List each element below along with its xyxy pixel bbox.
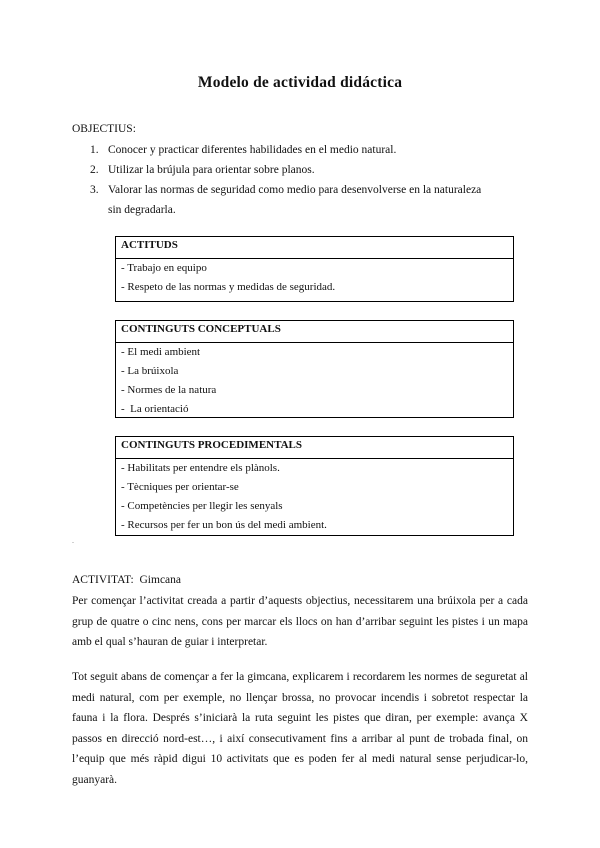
table-row: - Respeto de las normas y medidas de seguridad. (121, 281, 336, 293)
table-row: - La orientació (121, 403, 189, 415)
stray-mark: . (72, 536, 74, 545)
list-item (90, 160, 490, 180)
page-title: Modelo de actividad didáctica (197, 74, 403, 91)
table-row: - La brúixola (121, 365, 179, 377)
continguts-conceptuals-table (115, 320, 514, 418)
paragraph: Per començar l’activitat creada a partir d’aquests objectius, necessitarem una brúixola per a cada grup de quatre o cinc nens, cons per marcar els llocs on han d’arribar seguint les pistes i un mapa amb el qual s’hauran de guiar i interpretar. (72, 595, 528, 648)
list-item-number: 1. (90, 144, 99, 156)
table-row: - El medi ambient (121, 346, 201, 358)
table-heading: CONTINGUTS CONCEPTUALS (116, 321, 513, 343)
table-row: - Tècniques per orientar-se (121, 481, 239, 493)
objectives-list (90, 140, 490, 220)
table-row: - Normes de la natura (121, 384, 217, 396)
continguts-procedimentals-table (115, 436, 514, 536)
table-heading: ACTITUDS (116, 237, 513, 259)
paragraph: Tot seguit abans de començar a fer la gimcana, explicarem i recordarem les normes de seguretat al medi natural, com per exemple, no llençar brossa, no provocar incendis i sobretot respectar la fauna i la flora. Després s’iniciarà la ruta seguint les pistes que diran, per exemple: avança X passos en direcció nord-est…, i així consecutivament fins a arribar al punt de trobada final, on l’equip que més ràpid digui 10 activitats que es poden fer al medi natural sense perjudicar-lo, guanyarà. (72, 671, 528, 786)
table-row: - Trabajo en equipo (121, 262, 207, 274)
list-item (90, 140, 490, 160)
table-row: - Habilitats per entendre els plànols. (121, 462, 280, 474)
table-row: - Competències per llegir les senyals (121, 500, 283, 512)
activitat-heading: ACTIVITAT: Gimcana (72, 574, 182, 586)
list-item-text: Utilizar la brújula para orientar sobre planos. (108, 164, 315, 176)
list-item (90, 180, 490, 220)
list-item-text: Conocer y practicar diferentes habilidades en el medio natural. (108, 144, 397, 156)
list-item-text: Valorar las normas de seguridad como medio para desenvolverse en la naturaleza sin degradarla. (108, 184, 482, 216)
table-heading: CONTINGUTS PROCEDIMENTALS (116, 437, 513, 459)
objectius-label: OBJECTIUS: (72, 123, 136, 135)
table-row: - Recursos per fer un bon ús del medi ambient. (121, 519, 327, 531)
actituds-table (115, 236, 514, 302)
list-item-number: 2. (90, 164, 99, 176)
list-item-number: 3. (90, 184, 99, 196)
